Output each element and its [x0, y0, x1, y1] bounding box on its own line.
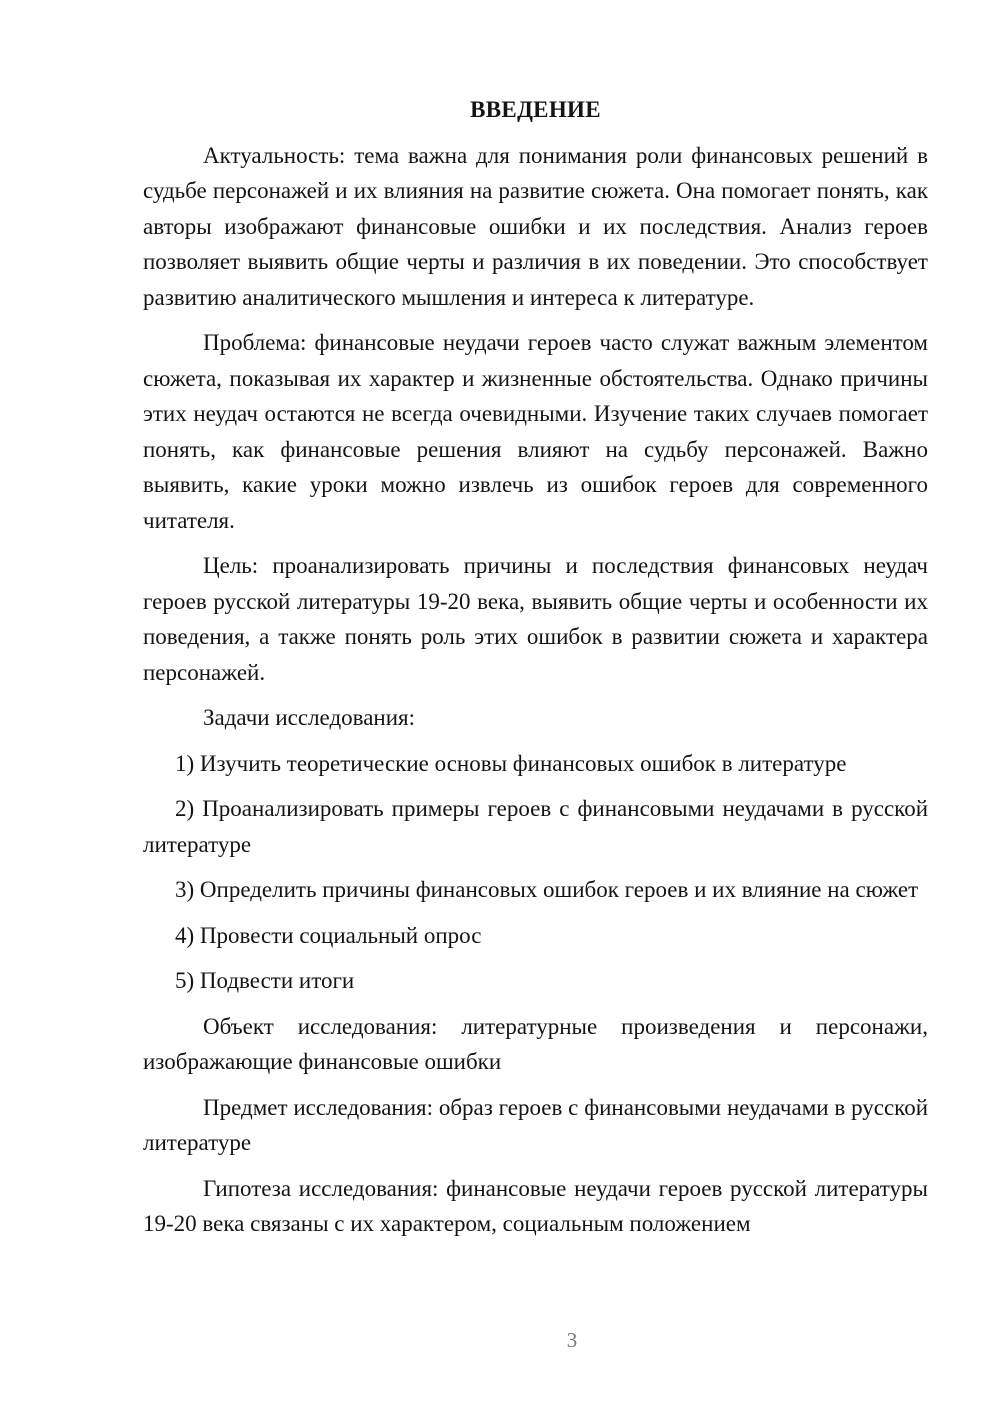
task-item-1: 1) Изучить теоретические основы финансовых ошибок в литературе	[175, 750, 847, 776]
document-page	[143, 92, 928, 1252]
problem-paragraph: Проблема: финансовые неудачи героев часто служат важным элементом сюжета, показывая их характер и жизненные обстоятельства. Однако причины этих неудач остаются не всегда очевидными. Изучение таких случаев помогает понять, как финансовые решения влияют на судьбу персонажей. Важно выявить, какие уроки можно извлечь из ошибок героев для современного читателя.	[143, 330, 928, 533]
task-item-2: 2) Проанализировать примеры героев с финансовыми неудачами в русской литературе	[143, 796, 928, 857]
task-item-5: 5) Подвести итоги	[175, 968, 355, 993]
tasks-heading: Задачи исследования:	[203, 705, 416, 730]
page-number: 3	[566, 1328, 578, 1352]
hypothesis-paragraph: Гипотеза исследования: финансовые неудачи героев русской литературы 19-20 века связаны с их характером, социальным положением	[143, 1175, 928, 1236]
object-paragraph: Объект исследования: литературные произведения и персонажи, изображающие финансовые ошибки	[143, 1013, 928, 1074]
section-heading: ВВЕДЕНИЕ	[470, 97, 601, 122]
goal-paragraph: Цель: проанализировать причины и последствия финансовых неудач героев русской литературы 19-20 века, выявить общие черты и особенности их поведения, а также понять роль этих ошибок в развитии сюжета и характера персонажей.	[143, 553, 928, 685]
task-item-3: 3) Определить причины финансовых ошибок героев и их влияние на сюжет	[175, 877, 919, 902]
task-item-4: 4) Провести социальный опрос	[175, 922, 482, 948]
subject-paragraph: Предмет исследования: образ героев с финансовыми неудачами в русской литературе	[143, 1094, 928, 1155]
relevance-paragraph: Актуальность: тема важна для понимания роли финансовых решений в судьбе персонажей и их влияния на развитие сюжета. Она помогает понять, как авторы изображают финансовые ошибки и их последствия. Анализ героев позволяет выявить общие черты и различия в их поведении. Это способствует развитию аналитического мышления и интереса к литературе.	[143, 142, 928, 310]
